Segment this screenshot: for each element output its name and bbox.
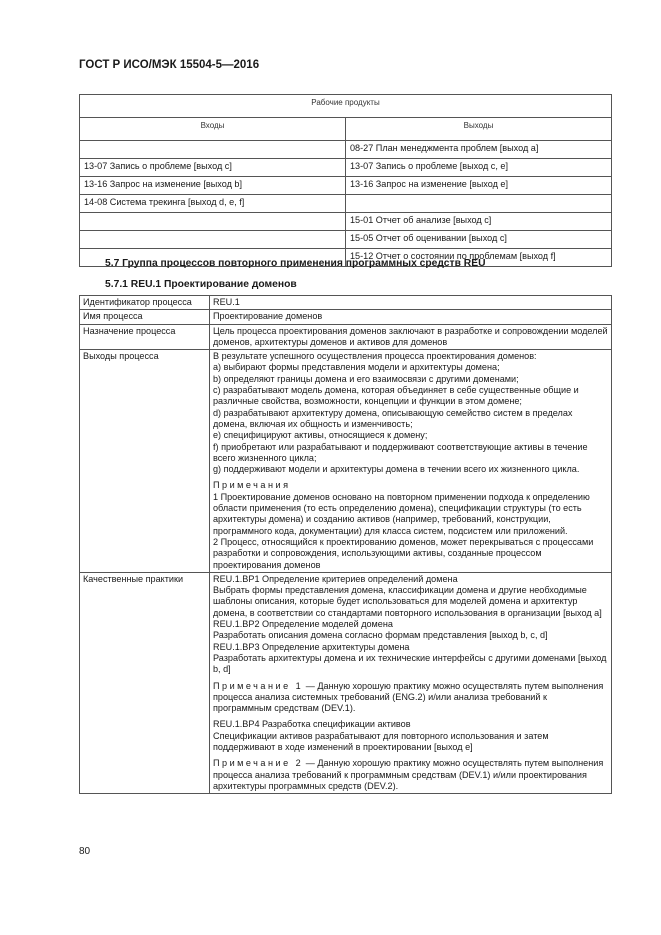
table-row (80, 296, 612, 310)
outputs-header: Выходы (346, 118, 612, 141)
table-row (80, 177, 612, 195)
inputs-header: Входы (80, 118, 346, 141)
practice-text: Разработать описания домена согласно формам представления [выход b, c, d] (213, 630, 548, 641)
outcome-item: a) выбирают формы представления модели и архитектуры домена; (213, 362, 500, 373)
notes-label: Примечания (213, 480, 291, 491)
input-cell: 13-07 Запись о проблеме [выход c] (80, 159, 346, 177)
practice-text: Спецификации активов разрабатывают для повторного использования и затем поддерживают в ходе изменений в проектировании [выход e] (213, 730, 549, 752)
output-cell: 15-01 Отчет об анализе [выход c] (346, 213, 612, 231)
outcome-item: d) разрабатывают архитектуру домена, описывающую семейство систем в пределах домена, включая их общность и изменчивость; (213, 407, 573, 429)
process-id-value: REU.1 (210, 296, 612, 310)
process-practices-cell (210, 572, 612, 793)
table-row (80, 231, 612, 249)
table-row (80, 324, 612, 350)
output-cell (346, 195, 612, 213)
table-row (80, 141, 612, 159)
practice-title: REU.1.BP3 Определение архитектуры домена (213, 641, 410, 652)
practice-note (213, 758, 608, 792)
process-outcomes-cell (210, 350, 612, 573)
note-item: 1 Проектирование доменов основано на повторном применении подхода к определению области применения (то есть определению домена), спецификации структуры (то есть архитектуры домена) и созданию активов (например, требований, конструкции, программного кода, документации) для класса систем, подсистем или приложений. (213, 491, 590, 536)
process-table (79, 295, 612, 794)
table-row (80, 159, 612, 177)
section-heading-5-7-1: 5.7.1 REU.1 Проектирование доменов (105, 279, 297, 290)
input-cell (80, 141, 346, 159)
table-row (80, 350, 612, 573)
process-outcomes-label: Выходы процесса (80, 350, 210, 573)
input-cell: 14-08 Система трекинга [выход d, e, f] (80, 195, 346, 213)
table-row (80, 572, 612, 793)
process-practices-label: Качественные практики (80, 572, 210, 793)
standard-header: ГОСТ Р ИСО/МЭК 15504-5—2016 (79, 59, 260, 71)
practice-text: Разработать архитектуры домена и их технические интерфейсы с другими доменами [выход b, d] (213, 652, 607, 675)
outcome-item: f) приобретают или разрабатывают и поддерживают соответствующие активы в течение всего жизненного цикла; (213, 441, 588, 463)
process-purpose-label: Назначение процесса (80, 324, 210, 350)
work-products-title: Рабочие продукты (80, 95, 612, 118)
input-cell (80, 213, 346, 231)
note-item: 2 Процесс, относящийся к проектированию доменов, может перекрываться с процессами разработки и сопровождения, использующими активы, созданные процессом проектирования доменов (213, 536, 594, 570)
practice-title: REU.1.BP1 Определение критериев определений домена (213, 573, 458, 584)
table-row (80, 195, 612, 213)
note-text: — Данную хорошую практику можно осуществлять путем выполнения процесса анализа системных требований (ENG.2) и/или анализа требований к программным средствам (DEV.1). (213, 680, 604, 714)
page-number: 80 (79, 846, 91, 857)
outcome-item: b) определяют границы домена и его взаимосвязи с другими доменами; (213, 373, 519, 384)
work-products-table (79, 94, 612, 267)
note-label: Примечание 1 (213, 680, 304, 691)
process-id-label: Идентификатор процесса (80, 296, 210, 310)
input-cell (80, 231, 346, 249)
outcome-item: e) специфицируют активы, относящиеся к домену; (213, 430, 428, 441)
input-cell: 13-16 Запрос на изменение [выход b] (80, 177, 346, 195)
practice-note (213, 681, 608, 715)
outcome-item: c) разрабатывают модель домена, которая объединяет в себе существенные общие и различные свойства, возможности, концепции и функции в этом домене; (213, 385, 579, 407)
outcome-item: g) поддерживают модели и архитектуры домена в течении всего их жизненного цикла. (213, 464, 580, 475)
output-cell: 15-12 Отчет о состоянии по проблемам [выход f] (346, 249, 612, 267)
practice-title: REU.1.BP4 Разработка спецификации активов (213, 719, 411, 730)
process-name-label: Имя процесса (80, 310, 210, 324)
output-cell: 08-27 План менеджмента проблем [выход a] (346, 141, 612, 159)
output-cell: 13-16 Запрос на изменение [выход e] (346, 177, 612, 195)
output-cell: 13-07 Запись о проблеме [выход c, e] (346, 159, 612, 177)
outcomes-intro: В результате успешного осуществления процесса проектирования доменов: (213, 351, 537, 362)
table-row (80, 213, 612, 231)
process-name-value: Проектирование доменов (210, 310, 612, 324)
process-purpose-value: Цель процесса проектирования доменов заключают в разработке и сопровождении моделей доменов, архитектуры доменов и активов для доменов (210, 324, 612, 350)
output-cell: 15-05 Отчет об оценивании [выход c] (346, 231, 612, 249)
note-text: — Данную хорошую практику можно осуществлять путем выполнения процесса анализа требований к программным средствам (DEV.1) и/или проектирования архитектуры программных средств (DEV.2). (213, 758, 604, 791)
note-label: Примечание 2 (213, 758, 304, 769)
section-heading-5-7: 5.7 Группа процессов повторного применения программных средств REU (105, 258, 486, 269)
practice-title: REU.1.BP2 Определение моделей домена (213, 619, 393, 630)
practice-text: Выбрать формы представления домена, классификации домена и другие необходимые шаблоны описания, которые будет использоваться для моделей домена и архитектур домена, в соответствии со стандартами повторного использования в организации [выход a] (213, 585, 602, 618)
table-row (80, 310, 612, 324)
